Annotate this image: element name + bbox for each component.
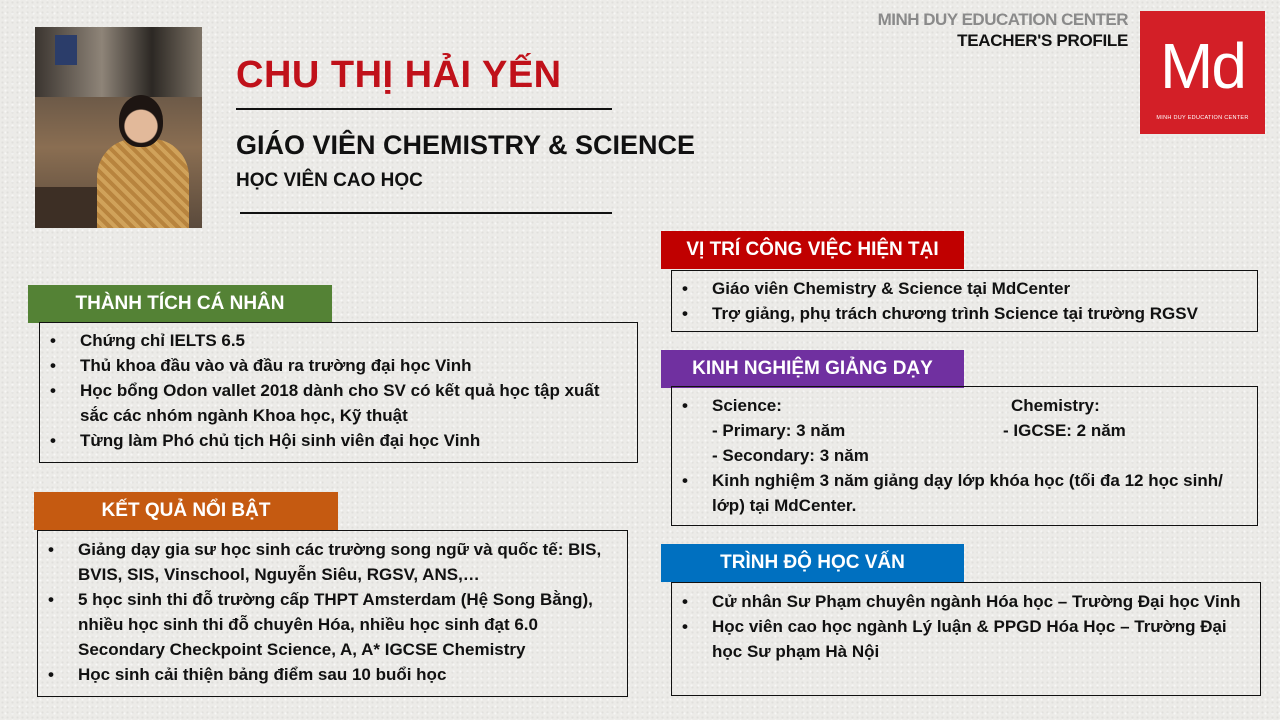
results-header <box>34 492 338 530</box>
profile-label: TEACHER'S PROFILE <box>957 31 1128 50</box>
divider-top <box>236 108 612 110</box>
education-box <box>671 582 1261 696</box>
achievements-title: THÀNH TÍCH CÁ NHÂN <box>75 293 285 314</box>
teacher-subtitle: HỌC VIÊN CAO HỌC <box>236 170 423 191</box>
results-box <box>37 530 628 697</box>
position-box <box>671 270 1258 332</box>
education-header <box>661 544 964 582</box>
list-item: • Kinh nghiệm 3 năm giảng dạy lớp khóa học (tối đa 12 học sinh/ lớp) tại MdCenter. <box>712 468 1232 518</box>
experience-box <box>671 386 1258 526</box>
list-item: • Giáo viên Chemistry & Science tại MdCenter <box>712 276 1257 301</box>
list-item: • Chứng chỉ IELTS 6.5 <box>80 328 637 353</box>
experience-header <box>661 350 964 388</box>
list-item: • Học sinh cải thiện bảng điểm sau 10 buổi học <box>78 662 627 687</box>
list-item: • Từng làm Phó chủ tịch Hội sinh viên đại học Vinh <box>80 428 637 453</box>
education-title: TRÌNH ĐỘ HỌC VẤN <box>720 552 905 573</box>
achievements-header <box>28 285 332 323</box>
logo-tagline: MINH DUY EDUCATION CENTER <box>1156 115 1249 121</box>
center-name: MINH DUY EDUCATION CENTER <box>877 10 1128 29</box>
list-item: • 5 học sinh thi đỗ trường cấp THPT Amsterdam (Hệ Song Bằng), nhiều học sinh thi đỗ chuyên Hóa, nhiều học sinh đạt 6.0 Secondary Checkpoint Science, A, A* IGCSE Chemistry <box>78 587 618 662</box>
science-primary: - Primary: 3 năm <box>712 421 846 440</box>
science-label: • Science: <box>712 396 782 415</box>
teacher-name: CHU THỊ HẢI YẾN <box>236 54 562 96</box>
achievements-box <box>39 322 638 463</box>
divider-bottom <box>240 212 612 214</box>
position-title: VỊ TRÍ CÔNG VIỆC HIỆN TẠI <box>686 239 939 260</box>
teacher-photo <box>35 27 202 228</box>
results-title: KẾT QUẢ NỔI BẬT <box>101 500 271 521</box>
list-item <box>712 393 1257 468</box>
position-header <box>661 231 964 269</box>
list-item: • Trợ giảng, phụ trách chương trình Science tại trường RGSV <box>712 301 1257 326</box>
experience-title: KINH NGHIỆM GIẢNG DẠY <box>692 358 933 379</box>
md-logo <box>1140 11 1265 134</box>
teacher-role: GIÁO VIÊN CHEMISTRY & SCIENCE <box>236 130 696 160</box>
list-item: • Thủ khoa đầu vào và đầu ra trường đại học Vinh <box>80 353 637 378</box>
chemistry-igcse: - IGCSE: 2 năm <box>1003 421 1126 440</box>
chemistry-label: Chemistry: <box>1011 396 1100 415</box>
list-item: • Cử nhân Sư Phạm chuyên ngành Hóa học – Trường Đại học Vinh <box>712 589 1247 614</box>
list-item: • Học bổng Odon vallet 2018 dành cho SV có kết quả học tập xuất sắc các nhóm ngành Khoa học, Kỹ thuật <box>80 378 620 428</box>
science-secondary: - Secondary: 3 năm <box>712 446 869 465</box>
logo-text: Md <box>1160 30 1245 102</box>
list-item: • Học viên cao học ngành Lý luận & PPGD Hóa Học – Trường Đại học Sư phạm Hà Nội <box>712 614 1257 664</box>
list-item: • Giảng dạy gia sư học sinh các trường song ngữ và quốc tế: BIS, BVIS, SIS, Vinschool, Nguyễn Siêu, RGSV, ANS,… <box>78 537 608 587</box>
